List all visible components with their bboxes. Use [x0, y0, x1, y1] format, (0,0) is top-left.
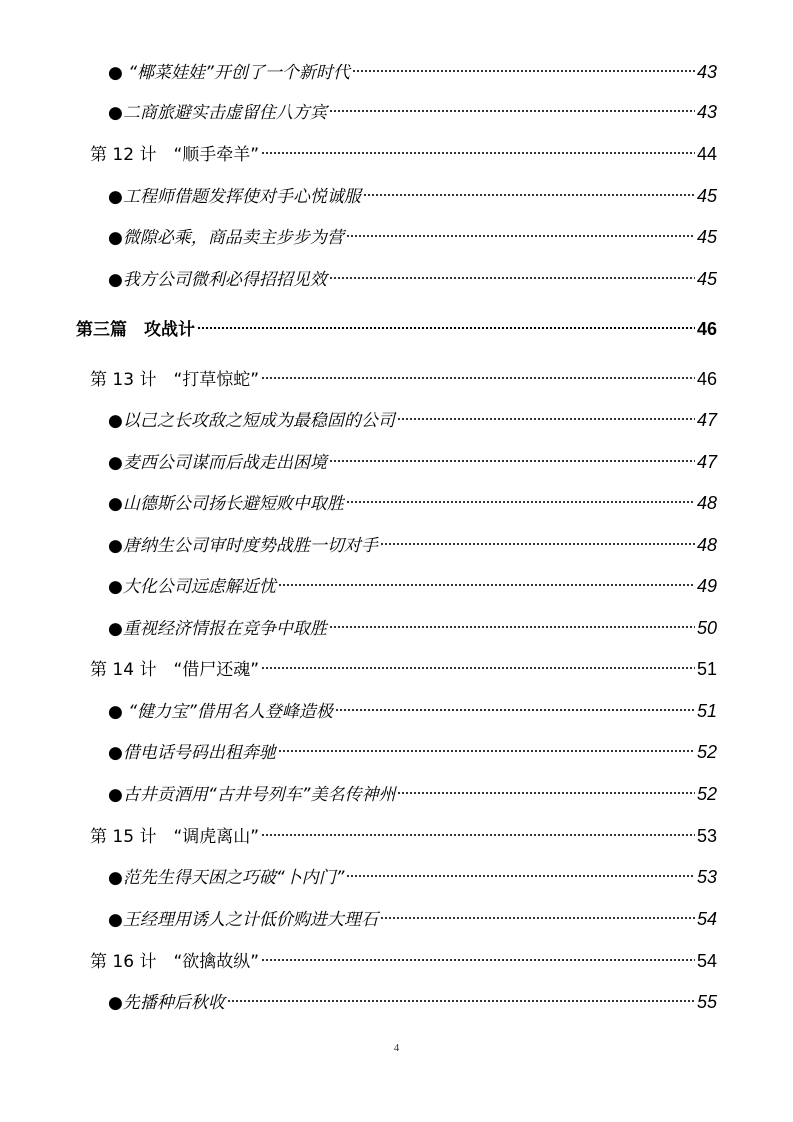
toc-entry-title: ●麦西公司谋而后战走出困境	[108, 453, 327, 473]
dot-leader	[227, 984, 695, 1008]
toc-entry[interactable]	[108, 693, 717, 722]
toc-entry-title: ●王经理用诱人之计低价购进大理石	[108, 910, 378, 930]
toc-entry[interactable]	[108, 859, 717, 888]
toc-entry-page: 43	[696, 62, 717, 82]
toc-entry-page: 51	[696, 701, 717, 721]
toc-entry-page: 47	[696, 410, 717, 430]
dot-leader	[197, 311, 695, 335]
toc-entry[interactable]	[108, 94, 717, 123]
toc-entry[interactable]	[108, 485, 717, 514]
toc-entry-title: ● “健力宝”借用名人登峰造极	[108, 702, 333, 722]
toc-entry[interactable]	[108, 402, 717, 431]
dot-leader	[278, 568, 695, 592]
toc-entry-page: 47	[696, 452, 717, 472]
toc-chapter[interactable]	[90, 943, 717, 972]
toc-chapter-title: 第 16 计 “欲擒故纵”	[90, 952, 260, 972]
toc-entry-page: 50	[696, 618, 717, 638]
toc-chapter[interactable]	[90, 651, 717, 680]
toc-entry-title: ●借电话号码出租奔驰	[108, 743, 276, 763]
toc-entry-page: 48	[696, 535, 717, 555]
toc-entry-title: ●我方公司微利必得招招见效	[108, 270, 327, 290]
toc-chapter-title: 第 15 计 “调虎离山”	[90, 827, 260, 847]
toc-entry[interactable]	[108, 54, 717, 83]
toc-chapter-page: 54	[696, 951, 717, 971]
dot-leader	[261, 136, 695, 160]
toc-entry-title: ●微隙必乘，商品卖主步步为营	[108, 228, 344, 248]
dot-leader	[380, 901, 695, 925]
toc-entry-title: ●范先生得天困之巧破“卜内门”	[108, 868, 345, 888]
toc-entry-page: 54	[696, 909, 717, 929]
dot-leader	[363, 178, 695, 202]
toc-entry-page: 53	[696, 867, 717, 887]
dot-leader	[261, 818, 695, 842]
dot-leader	[397, 402, 695, 426]
toc-entry-page: 49	[696, 576, 717, 596]
toc-entry-page: 55	[696, 992, 717, 1012]
dot-leader	[329, 94, 695, 118]
dot-leader	[329, 261, 695, 285]
dot-leader	[329, 444, 695, 468]
toc-entry-title: ●二商旅避实击虚留住八方宾	[108, 103, 327, 123]
toc-entry-title: ●唐纳生公司审时度势战胜一切对手	[108, 536, 378, 556]
toc-entry[interactable]	[108, 568, 717, 597]
toc-entry-page: 45	[696, 227, 717, 247]
toc-chapter[interactable]	[90, 818, 717, 847]
toc-entry-title: ●大化公司远虑解近忧	[108, 577, 276, 597]
toc-entry-title: ●古井贡酒用“古井号列车”美名传神州	[108, 785, 396, 805]
toc-entry-page: 43	[696, 102, 717, 122]
toc-chapter[interactable]	[90, 361, 717, 390]
toc-entry-title: ●重视经济情报在竞争中取胜	[108, 619, 327, 639]
dot-leader	[380, 527, 695, 551]
toc-chapter-title: 第 14 计 “借尸还魂”	[90, 660, 260, 680]
toc-entry[interactable]	[108, 901, 717, 930]
toc-chapter-page: 46	[696, 369, 717, 389]
dot-leader	[261, 651, 695, 675]
toc-entry[interactable]	[108, 734, 717, 763]
toc-entry[interactable]	[108, 610, 717, 639]
toc-entry-title: ●工程师借题发挥使对手心悦诚服	[108, 187, 361, 207]
toc-entry-title: ●以己之长攻敌之短成为最稳固的公司	[108, 411, 395, 431]
toc-entry-title: ●山德斯公司扬长避短败中取胜	[108, 494, 344, 514]
dot-leader	[397, 776, 695, 800]
toc-entry[interactable]	[108, 178, 717, 207]
toc-entry-page: 45	[696, 269, 717, 289]
dot-leader	[335, 693, 695, 717]
dot-leader	[261, 361, 695, 385]
dot-leader	[346, 485, 695, 509]
toc-part[interactable]	[76, 311, 717, 340]
toc-entry-page: 52	[696, 784, 717, 804]
toc-chapter-page: 53	[696, 826, 717, 846]
toc-chapter-title: 第 12 计 “顺手牵羊”	[90, 145, 260, 165]
toc-entry-page: 45	[696, 186, 717, 206]
toc-entry-title: ● “椰菜娃娃”开创了一个新时代	[108, 63, 350, 83]
dot-leader	[352, 54, 695, 78]
toc-chapter[interactable]	[90, 136, 717, 165]
toc-entry[interactable]	[108, 219, 717, 248]
toc-entry-title: ●先播种后秋收	[108, 993, 225, 1013]
toc-entry[interactable]	[108, 776, 717, 805]
dot-leader	[278, 734, 695, 758]
toc-entry[interactable]	[108, 984, 717, 1013]
toc-entry-page: 48	[696, 493, 717, 513]
toc-chapter-page: 44	[696, 144, 717, 164]
dot-leader	[261, 943, 695, 967]
dot-leader	[329, 610, 695, 634]
toc-chapter-page: 51	[696, 659, 717, 679]
toc-entry[interactable]	[108, 527, 717, 556]
toc-entry-page: 52	[696, 742, 717, 762]
dot-leader	[346, 859, 695, 883]
toc-entry[interactable]	[108, 261, 717, 290]
toc-chapter-title: 第 13 计 “打草惊蛇”	[90, 370, 260, 390]
dot-leader	[346, 219, 695, 243]
toc-part-page: 46	[696, 319, 717, 339]
toc-entry[interactable]	[108, 444, 717, 473]
page-number: 4	[393, 1042, 400, 1054]
toc-part-title: 第三篇 攻战计	[76, 320, 195, 340]
